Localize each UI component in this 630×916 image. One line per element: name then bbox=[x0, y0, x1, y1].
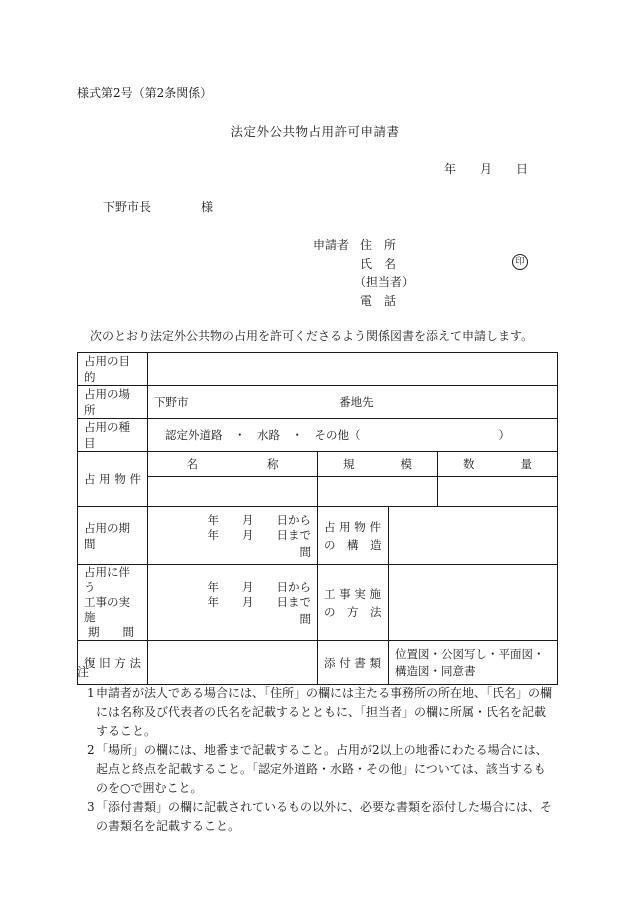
purpose-field[interactable] bbox=[148, 353, 558, 386]
col-name-header: 名 称 bbox=[148, 452, 318, 477]
construction-period-label bbox=[78, 565, 148, 641]
construction-suffix: 間 bbox=[299, 612, 311, 626]
note-item bbox=[77, 798, 552, 836]
restore-field[interactable] bbox=[148, 641, 318, 685]
date-month-label: 月 bbox=[480, 162, 493, 176]
row-purpose bbox=[78, 353, 558, 386]
method-label-line2: の 方 法 bbox=[324, 604, 382, 619]
structure-label-line1: 占 用 物 件 bbox=[324, 519, 381, 534]
structure-field[interactable] bbox=[389, 507, 558, 565]
row-period bbox=[78, 507, 558, 565]
object-scale-field[interactable] bbox=[318, 477, 438, 507]
construction-label-line2: 工事の実施 bbox=[84, 595, 130, 624]
location-suffix: 番地先 bbox=[339, 395, 374, 409]
structure-label bbox=[318, 507, 389, 565]
addressee bbox=[103, 198, 213, 215]
location-label: 占用の場所 bbox=[78, 386, 148, 419]
period-field[interactable] bbox=[148, 507, 318, 565]
note-item bbox=[77, 741, 552, 798]
col-quantity-header: 数 量 bbox=[438, 452, 558, 477]
attach-docs-line2: 構造図・同意書 bbox=[395, 663, 476, 678]
note-number: 2 bbox=[87, 743, 95, 757]
period-suffix: 間 bbox=[299, 545, 311, 559]
row-type bbox=[78, 419, 558, 452]
object-quantity-field[interactable] bbox=[438, 477, 558, 507]
note-number: 3 bbox=[87, 800, 95, 814]
row-location bbox=[78, 386, 558, 419]
structure-label-line2: の 構 造 bbox=[324, 537, 382, 552]
method-label-line1: 工 事 実 施 bbox=[324, 586, 381, 601]
date-day-label: 日 bbox=[516, 162, 529, 176]
purpose-label: 占用の目的 bbox=[78, 353, 148, 386]
object-name-field[interactable] bbox=[148, 477, 318, 507]
application-table bbox=[77, 352, 558, 685]
note-item bbox=[77, 684, 552, 741]
document-title: 法定外公共物占用許可申請書 bbox=[230, 124, 400, 139]
attach-docs[interactable] bbox=[389, 641, 558, 685]
method-label bbox=[318, 565, 389, 641]
lead-text: 次のとおり法定外公共物の占用を許可くださるよう関係図書を添えて申請します。 bbox=[90, 329, 534, 343]
construction-to: 年 月 日まで bbox=[207, 595, 311, 609]
construction-label-line3: 期 間 bbox=[88, 625, 134, 639]
location-city: 下野市 bbox=[154, 395, 189, 409]
notes-heading: 注 bbox=[77, 665, 90, 679]
note-text: 「場所」の欄には、地番まで記載すること。占用が2以上の地番にわたる場合には、起点と終点を記載すること。「認定外道路・水路・その他」については、該当するものを○で囲むこと。 bbox=[96, 743, 548, 795]
construction-period-field[interactable] bbox=[148, 565, 318, 641]
applicant-contact-label: （担当者） bbox=[354, 275, 415, 289]
addressee-name: 下野市長 bbox=[103, 200, 152, 214]
period-to: 年 月 日まで bbox=[207, 528, 311, 542]
col-scale-header: 規 模 bbox=[318, 452, 438, 477]
note-text: 申請者が法人である場合には、「住所」の欄には主たる事務所の所在地、「氏名」の欄には名称及び代表者の氏名を記載するとともに、「担当者」の欄に所属・氏名を記載すること。 bbox=[96, 686, 553, 738]
construction-label-line1: 占用に伴う bbox=[84, 565, 130, 594]
date-year-label: 年 bbox=[444, 162, 457, 176]
type-options[interactable]: 認定外道路 ・ 水路 ・ その他（ ） bbox=[148, 419, 558, 452]
attach-docs-line1: 位置図・公図写し・平面図・ bbox=[395, 646, 545, 661]
note-text: 「添付書類」の欄に記載されているもの以外に、必要な書類を添付した場合には、その書類名を記載すること。 bbox=[96, 800, 553, 833]
note-number: 1 bbox=[87, 686, 95, 700]
location-field[interactable] bbox=[148, 386, 558, 419]
object-label: 占 用 物 件 bbox=[78, 452, 148, 507]
construction-from: 年 月 日から bbox=[207, 580, 311, 594]
applicant-address-label: 住 所 bbox=[360, 238, 397, 252]
form-number: 様式第2号（第2条関係） bbox=[77, 86, 213, 100]
addressee-suffix: 様 bbox=[201, 200, 214, 214]
type-label: 占用の種目 bbox=[78, 419, 148, 452]
period-from: 年 月 日から bbox=[207, 513, 311, 527]
applicant-label: 申請者 bbox=[313, 238, 350, 252]
row-construction bbox=[78, 565, 558, 641]
row-object-values bbox=[78, 477, 558, 507]
seal-mark: 印 bbox=[512, 254, 528, 270]
restore-label: 復 旧 方 法 bbox=[78, 641, 148, 685]
applicant-phone-label: 電 話 bbox=[360, 294, 397, 308]
method-field[interactable] bbox=[389, 565, 558, 641]
row-restore bbox=[78, 641, 558, 685]
applicant-name-label: 氏 名 bbox=[360, 257, 397, 271]
period-label: 占用の期間 bbox=[78, 507, 148, 565]
attach-label: 添 付 書 類 bbox=[318, 641, 389, 685]
row-object-header bbox=[78, 452, 558, 477]
